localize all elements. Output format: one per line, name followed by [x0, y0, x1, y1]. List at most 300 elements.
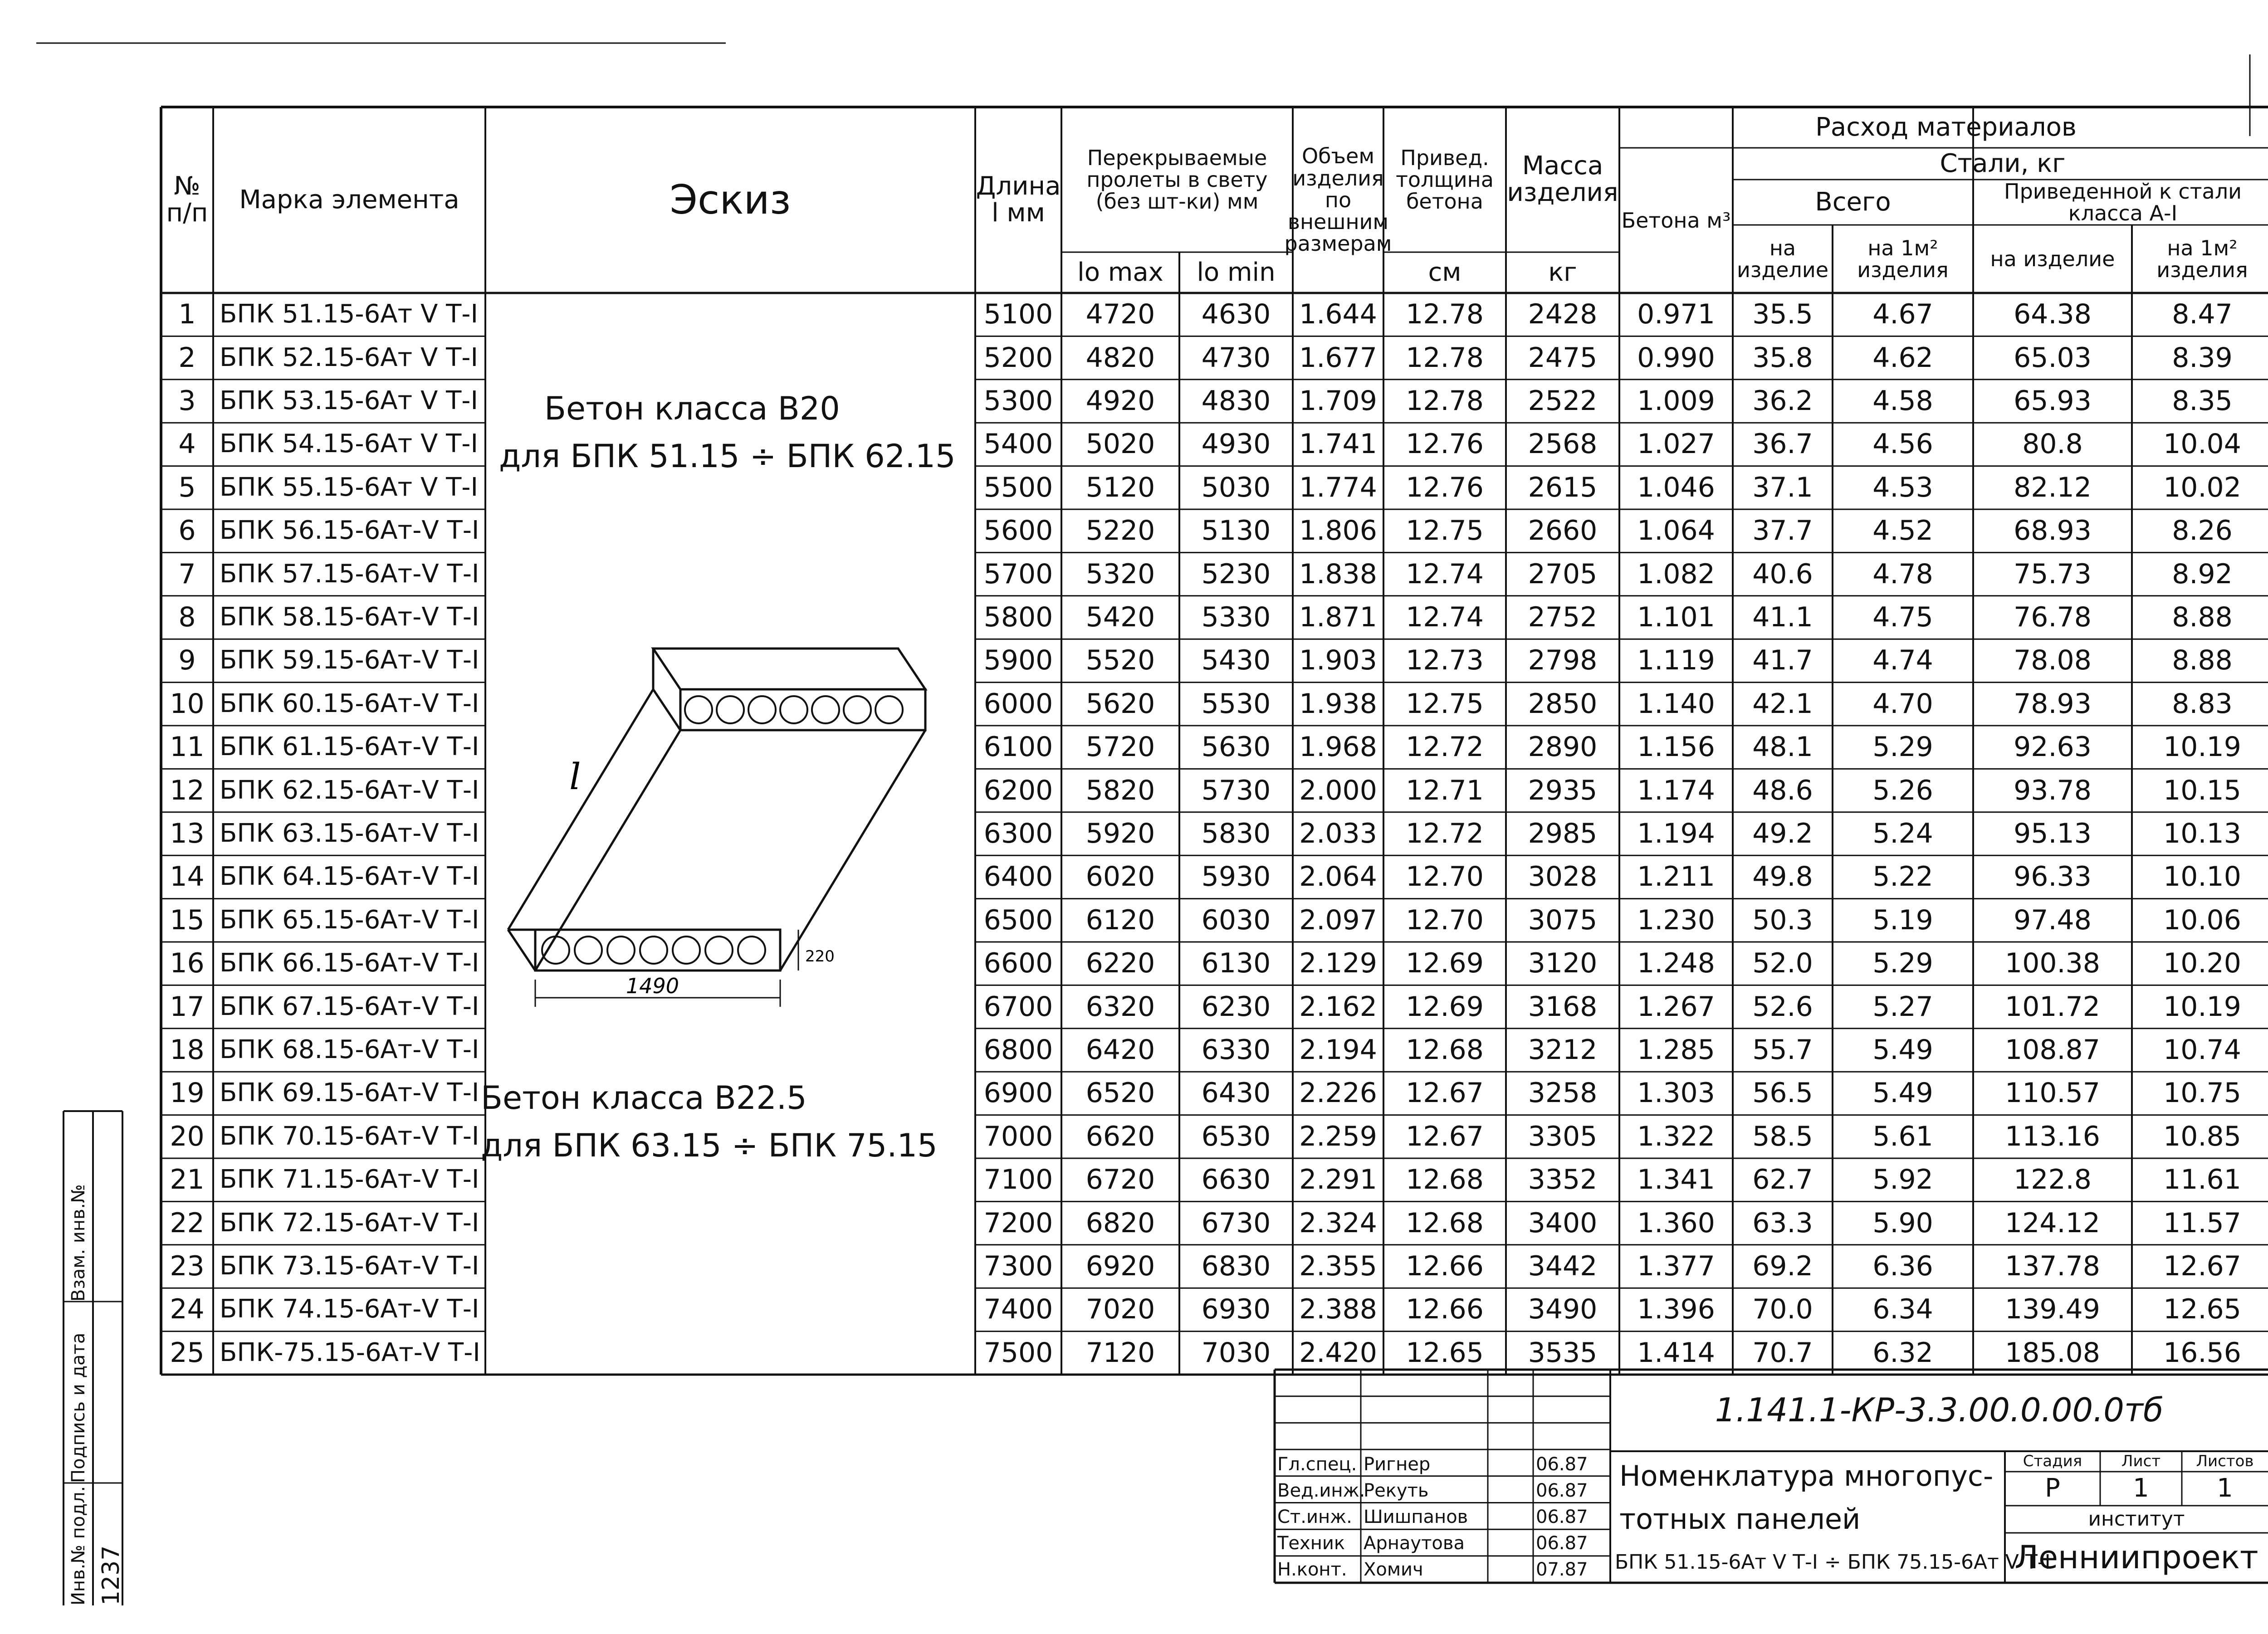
table-cell-rdm: 8.88 [2172, 644, 2233, 677]
concrete-note-1-range: для БПК 51.15 ÷ БПК 62.15 [499, 438, 956, 475]
table-cell-len: 7300 [983, 1250, 1053, 1282]
table-cell-st: 50.3 [1752, 904, 1813, 936]
table-cell-n: 11 [170, 731, 205, 763]
table-cell-th: 12.70 [1406, 904, 1484, 936]
table-cell-lmin: 6630 [1201, 1164, 1271, 1196]
header-mass-unit: кг [1548, 257, 1577, 287]
table-cell-th: 12.75 [1406, 688, 1484, 720]
table-cell-rd: 92.63 [2014, 731, 2092, 763]
table-cell-lmin: 4630 [1201, 298, 1271, 331]
table-cell-st: 56.5 [1752, 1077, 1813, 1109]
table-cell-mass: 2798 [1528, 644, 1598, 677]
table-cell-th: 12.70 [1406, 861, 1484, 893]
table-cell-stm: 5.22 [1872, 861, 1933, 893]
table-cell-stm: 5.24 [1872, 817, 1933, 849]
table-cell-st: 49.8 [1752, 861, 1813, 893]
table-cell-len: 6600 [983, 947, 1053, 980]
table-cell-th: 12.75 [1406, 515, 1484, 547]
table-cell-stm: 4.53 [1872, 471, 1933, 503]
table-cell-lmin: 6330 [1201, 1034, 1271, 1066]
table-cell-stm: 5.92 [1872, 1164, 1933, 1196]
table-cell-conc: 1.027 [1637, 428, 1715, 460]
table-cell-vol: 1.677 [1299, 341, 1377, 374]
table-cell-conc: 1.211 [1637, 861, 1715, 893]
table-cell-n: 14 [170, 861, 205, 893]
table-cell-rdm: 10.15 [2163, 774, 2241, 806]
table-cell-mark: БПК 54.15-6Ат V Т-I [220, 429, 479, 459]
void-circle [748, 696, 776, 723]
table-cell-stm: 5.29 [1872, 947, 1933, 980]
concrete-note-2-range: для БПК 63.15 ÷ БПК 75.15 [481, 1127, 938, 1164]
table-cell-lmax: 6220 [1085, 947, 1155, 980]
table-cell-stm: 5.26 [1872, 774, 1933, 806]
table-cell-mass: 2935 [1528, 774, 1598, 806]
table-cell-th: 12.74 [1406, 558, 1484, 590]
table-cell-st: 52.0 [1752, 947, 1813, 980]
table-cell-mark: БПК 56.15-6Ат-V Т-I [220, 516, 479, 546]
table-cell-rdm: 8.35 [2172, 385, 2233, 417]
table-cell-stm: 4.74 [1872, 644, 1933, 677]
concrete-note-2: Бетон класса В22.5 [481, 1079, 807, 1117]
table-cell-n: 9 [178, 644, 196, 677]
table-cell-lmin: 5230 [1201, 558, 1271, 590]
table-cell-rdm: 8.39 [2172, 341, 2233, 374]
table-cell-stm: 5.19 [1872, 904, 1933, 936]
table-cell-lmax: 5520 [1085, 644, 1155, 677]
signer-date: 06.87 [1536, 1533, 1588, 1554]
table-cell-rdm: 10.10 [2163, 861, 2241, 893]
side-sign-date: Подпись и дата [68, 1332, 89, 1483]
table-cell-mark: БПК 58.15-6Ат-V Т-I [220, 602, 479, 632]
table-cell-mass: 2660 [1528, 515, 1598, 547]
table-cell-th: 12.78 [1406, 341, 1484, 374]
table-cell-vol: 2.291 [1299, 1164, 1377, 1196]
table-cell-mass: 3258 [1528, 1077, 1598, 1109]
table-cell-conc: 1.230 [1637, 904, 1715, 936]
table-cell-st: 36.2 [1752, 385, 1813, 417]
table-cell-st: 62.7 [1752, 1164, 1813, 1196]
signer-name: Ригнер [1364, 1454, 1431, 1475]
header-thickness: Привед. толщина бетона [1396, 145, 1494, 214]
table-cell-th: 12.68 [1406, 1164, 1484, 1196]
table-cell-vol: 1.838 [1299, 558, 1377, 590]
table-cell-st: 37.1 [1752, 471, 1813, 503]
table-cell-lmax: 6420 [1085, 1034, 1155, 1066]
table-cell-lmax: 5620 [1085, 688, 1155, 720]
table-cell-mark: БПК 68.15-6Ат-V Т-I [220, 1035, 479, 1065]
table-cell-rdm: 11.57 [2163, 1207, 2241, 1239]
header-mark: Марка элемента [239, 185, 459, 215]
table-cell-lmax: 6920 [1085, 1250, 1155, 1282]
table-cell-vol: 1.903 [1299, 644, 1377, 677]
table-cell-lmin: 5330 [1201, 601, 1271, 633]
table-cell-lmin: 4830 [1201, 385, 1271, 417]
table-cell-conc: 1.082 [1637, 558, 1715, 590]
table-cell-n: 19 [170, 1077, 205, 1109]
table-cell-vol: 2.064 [1299, 861, 1377, 893]
table-cell-lmax: 5720 [1085, 731, 1155, 763]
table-cell-rd: 95.13 [2014, 817, 2092, 849]
table-cell-st: 40.6 [1752, 558, 1813, 590]
signer-date: 06.87 [1536, 1480, 1588, 1501]
table-cell-n: 5 [178, 471, 196, 503]
table-cell-n: 2 [178, 341, 196, 374]
table-cell-vol: 1.774 [1299, 471, 1377, 503]
table-cell-len: 6900 [983, 1077, 1053, 1109]
table-cell-conc: 1.414 [1637, 1336, 1715, 1369]
side-inv-orig: Инв.№ подл. [68, 1486, 89, 1605]
table-cell-mark: БПК 63.15-6Ат-V Т-I [220, 819, 479, 849]
table-cell-th: 12.68 [1406, 1034, 1484, 1066]
void-circle [607, 937, 635, 964]
table-cell-lmin: 7030 [1201, 1336, 1271, 1369]
void-circle [673, 937, 700, 964]
table-cell-len: 6700 [983, 990, 1053, 1023]
header-steel-per-item: на изделие [1736, 235, 1829, 282]
table-cell-th: 12.72 [1406, 817, 1484, 849]
table-cell-conc: 1.140 [1637, 688, 1715, 720]
table-cell-mass: 3028 [1528, 861, 1598, 893]
side-replace-inv: Взам. инв.№ [68, 1184, 89, 1302]
table-cell-mark: БПК-75.15-6Ат-V Т-I [220, 1337, 480, 1367]
table-cell-stm: 6.32 [1872, 1336, 1933, 1369]
dim-height-label: 220 [805, 947, 835, 966]
table-cell-stm: 6.34 [1872, 1293, 1933, 1326]
header-steel: Стали, кг [1940, 148, 2066, 178]
table-cell-n: 20 [170, 1120, 205, 1152]
table-cell-st: 69.2 [1752, 1250, 1813, 1282]
table-cell-st: 70.0 [1752, 1293, 1813, 1326]
table-cell-mass: 2752 [1528, 601, 1598, 633]
table-cell-mark: БПК 52.15-6Ат V Т-I [220, 342, 479, 372]
panel-sketch [490, 617, 943, 1025]
table-cell-mark: БПК 72.15-6Ат-V Т-I [220, 1208, 479, 1238]
table-cell-st: 70.7 [1752, 1336, 1813, 1369]
void-circle [780, 696, 807, 723]
signer-role: Н.конт. [1277, 1559, 1347, 1580]
doc-title-line3: БПК 51.15-6Ат V Т-I ÷ БПК 75.15-6Ат V Т-I [1615, 1550, 2051, 1574]
table-cell-lmin: 5430 [1201, 644, 1271, 677]
table-cell-len: 6400 [983, 861, 1053, 893]
table-cell-mark: БПК 73.15-6Ат-V Т-I [220, 1251, 479, 1281]
table-cell-lmin: 5130 [1201, 515, 1271, 547]
void-circle [875, 696, 903, 723]
table-cell-rd: 82.12 [2014, 471, 2092, 503]
header-reduced-per-m2: на 1м² изделия [2156, 235, 2248, 282]
table-cell-lmax: 5820 [1085, 774, 1155, 806]
table-cell-st: 52.6 [1752, 990, 1813, 1023]
table-cell-n: 3 [178, 385, 196, 417]
table-cell-n: 8 [178, 601, 196, 633]
table-cell-mass: 2568 [1528, 428, 1598, 460]
table-cell-len: 5200 [983, 341, 1053, 374]
table-cell-lmin: 5030 [1201, 471, 1271, 503]
void-circle [685, 696, 712, 723]
signer-role: Ст.инж. [1277, 1507, 1352, 1527]
table-cell-stm: 4.56 [1872, 428, 1933, 460]
void-circle [738, 937, 765, 964]
table-cell-mark: БПК 62.15-6Ат-V Т-I [220, 775, 479, 805]
table-cell-vol: 1.871 [1299, 601, 1377, 633]
table-cell-rdm: 10.19 [2163, 990, 2241, 1023]
table-cell-stm: 4.52 [1872, 515, 1933, 547]
table-cell-n: 1 [178, 298, 196, 331]
signer-role: Гл.спец. [1277, 1454, 1357, 1475]
table-cell-rdm: 10.04 [2163, 428, 2241, 460]
table-cell-stm: 5.90 [1872, 1207, 1933, 1239]
signer-role: Вед.инж. [1277, 1480, 1365, 1501]
signer-date: 06.87 [1536, 1454, 1588, 1475]
table-cell-mark: БПК 53.15-6Ат V Т-I [220, 386, 479, 416]
signer-date: 06.87 [1536, 1507, 1588, 1527]
table-cell-vol: 2.324 [1299, 1207, 1377, 1239]
signer-name: Хомич [1364, 1559, 1423, 1580]
table-cell-rd: 139.49 [2005, 1293, 2100, 1326]
table-cell-stm: 4.78 [1872, 558, 1933, 590]
table-cell-vol: 1.938 [1299, 688, 1377, 720]
table-cell-th: 12.72 [1406, 731, 1484, 763]
void-circle [812, 696, 839, 723]
table-cell-th: 12.67 [1406, 1077, 1484, 1109]
table-cell-rd: 80.8 [2022, 428, 2083, 460]
table-cell-st: 48.6 [1752, 774, 1813, 806]
table-cell-conc: 0.971 [1637, 298, 1715, 331]
table-cell-lmax: 6320 [1085, 990, 1155, 1023]
table-cell-th: 12.71 [1406, 774, 1484, 806]
table-cell-rd: 101.72 [2005, 990, 2100, 1023]
table-cell-mass: 2615 [1528, 471, 1598, 503]
void-circle [575, 937, 602, 964]
table-cell-rd: 65.03 [2014, 341, 2092, 374]
document-code: 1.141.1-КР-3.3.00.0.00.0тб [1715, 1391, 2164, 1429]
table-cell-n: 16 [170, 947, 205, 980]
table-cell-lmin: 5530 [1201, 688, 1271, 720]
table-cell-th: 12.78 [1406, 385, 1484, 417]
header-num: № п/п [166, 171, 208, 228]
table-cell-rdm: 8.88 [2172, 601, 2233, 633]
table-cell-rdm: 10.75 [2163, 1077, 2241, 1109]
table-cell-stm: 4.58 [1872, 385, 1933, 417]
table-cell-st: 42.1 [1752, 688, 1813, 720]
table-cell-n: 17 [170, 990, 205, 1023]
table-cell-rdm: 8.92 [2172, 558, 2233, 590]
table-cell-rd: 100.38 [2005, 947, 2100, 980]
table-cell-rd: 110.57 [2005, 1077, 2100, 1109]
table-cell-th: 12.74 [1406, 601, 1484, 633]
table-cell-rdm: 16.56 [2163, 1336, 2241, 1369]
signer-name: Шишпанов [1364, 1507, 1468, 1527]
table-cell-vol: 2.259 [1299, 1120, 1377, 1152]
table-cell-rdm: 11.61 [2163, 1164, 2241, 1196]
table-cell-rd: 137.78 [2005, 1250, 2100, 1282]
table-cell-th: 12.67 [1406, 1120, 1484, 1152]
table-cell-lmin: 6030 [1201, 904, 1271, 936]
table-cell-mark: БПК 64.15-6Ат-V Т-I [220, 862, 479, 892]
table-cell-mass: 3305 [1528, 1120, 1598, 1152]
void-circle [844, 696, 871, 723]
table-cell-n: 24 [170, 1293, 205, 1326]
table-cell-rd: 185.08 [2005, 1336, 2100, 1369]
header-length: Длина l мм [976, 171, 1061, 228]
table-cell-rdm: 8.26 [2172, 515, 2233, 547]
table-cell-lmin: 6230 [1201, 990, 1271, 1023]
table-cell-st: 55.7 [1752, 1034, 1813, 1066]
table-cell-lmin: 6130 [1201, 947, 1271, 980]
header-volume: Объем изделия по внешним размерам [1284, 144, 1392, 256]
void-circle [542, 937, 569, 964]
table-cell-lmax: 4920 [1085, 385, 1155, 417]
table-cell-mark: БПК 69.15-6Ат-V Т-I [220, 1078, 479, 1108]
table-cell-rd: 113.16 [2005, 1120, 2100, 1152]
table-cell-n: 13 [170, 817, 205, 849]
table-cell-rd: 68.93 [2014, 515, 2092, 547]
table-cell-len: 7000 [983, 1120, 1053, 1152]
table-cell-conc: 1.194 [1637, 817, 1715, 849]
table-cell-mark: БПК 74.15-6Ат-V Т-I [220, 1294, 479, 1324]
table-cell-stm: 6.36 [1872, 1250, 1933, 1282]
table-cell-vol: 1.741 [1299, 428, 1377, 460]
table-cell-vol: 1.806 [1299, 515, 1377, 547]
table-cell-stm: 5.49 [1872, 1077, 1933, 1109]
table-cell-mark: БПК 55.15-6Ат V Т-I [220, 472, 479, 502]
table-cell-mark: БПК 66.15-6Ат-V Т-I [220, 948, 479, 978]
table-cell-rdm: 8.47 [2172, 298, 2233, 331]
sheet-label: Лист [2121, 1452, 2161, 1470]
table-cell-conc: 1.156 [1637, 731, 1715, 763]
void-circle [717, 696, 744, 723]
table-cell-len: 6500 [983, 904, 1053, 936]
dim-width-label: 1490 [626, 974, 679, 998]
signer-role: Техник [1277, 1533, 1345, 1554]
table-cell-len: 7100 [983, 1164, 1053, 1196]
table-cell-mass: 2705 [1528, 558, 1598, 590]
table-cell-conc: 1.303 [1637, 1077, 1715, 1109]
header-mass: Масса изделия [1507, 151, 1618, 207]
concrete-note-1: Бетон класса В20 [544, 390, 840, 427]
table-cell-len: 5400 [983, 428, 1053, 460]
table-cell-conc: 1.009 [1637, 385, 1715, 417]
table-cell-vol: 2.033 [1299, 817, 1377, 849]
table-cell-lmin: 4930 [1201, 428, 1271, 460]
signer-name: Арнаутова [1364, 1533, 1465, 1554]
table-cell-th: 12.78 [1406, 298, 1484, 331]
void-circle [640, 937, 667, 964]
table-cell-lmax: 7120 [1085, 1336, 1155, 1369]
table-cell-rd: 75.73 [2014, 558, 2092, 590]
table-cell-len: 5300 [983, 385, 1053, 417]
table-cell-lmin: 6430 [1201, 1077, 1271, 1109]
table-cell-lmax: 6720 [1085, 1164, 1155, 1196]
table-cell-mass: 2428 [1528, 298, 1598, 331]
table-cell-len: 7200 [983, 1207, 1053, 1239]
table-cell-mark: БПК 61.15-6Ат-V Т-I [220, 732, 479, 762]
table-cell-mass: 3442 [1528, 1250, 1598, 1282]
table-cell-rdm: 10.85 [2163, 1120, 2241, 1152]
table-cell-mark: БПК 51.15-6Ат V Т-I [220, 299, 479, 329]
table-cell-conc: 1.046 [1637, 471, 1715, 503]
table-cell-conc: 0.990 [1637, 341, 1715, 374]
table-cell-lmax: 5320 [1085, 558, 1155, 590]
table-cell-len: 5800 [983, 601, 1053, 633]
table-cell-rd: 65.93 [2014, 385, 2092, 417]
header-steel-total: Всего [1815, 187, 1891, 217]
table-cell-th: 12.69 [1406, 947, 1484, 980]
table-cell-rd: 124.12 [2005, 1207, 2100, 1239]
table-cell-lmax: 4720 [1085, 298, 1155, 331]
table-cell-mark: БПК 60.15-6Ат-V Т-I [220, 688, 479, 718]
table-cell-vol: 2.355 [1299, 1250, 1377, 1282]
table-cell-len: 5100 [983, 298, 1053, 331]
table-cell-rd: 96.33 [2014, 861, 2092, 893]
table-cell-lmax: 5120 [1085, 471, 1155, 503]
table-cell-lmax: 4820 [1085, 341, 1155, 374]
table-cell-stm: 5.49 [1872, 1034, 1933, 1066]
table-cell-n: 25 [170, 1336, 205, 1369]
table-cell-conc: 1.285 [1637, 1034, 1715, 1066]
table-cell-vol: 1.709 [1299, 385, 1377, 417]
table-cell-st: 35.8 [1752, 341, 1813, 374]
table-cell-len: 7500 [983, 1336, 1053, 1369]
table-cell-st: 37.7 [1752, 515, 1813, 547]
table-cell-th: 12.65 [1406, 1336, 1484, 1369]
table-cell-len: 6800 [983, 1034, 1053, 1066]
table-cell-mark: БПК 59.15-6Ат-V Т-I [220, 645, 479, 675]
table-cell-mass: 2475 [1528, 341, 1598, 374]
table-cell-st: 48.1 [1752, 731, 1813, 763]
table-cell-th: 12.66 [1406, 1250, 1484, 1282]
table-cell-lmax: 6020 [1085, 861, 1155, 893]
sheets-label: Листов [2196, 1452, 2254, 1470]
table-cell-rdm: 10.19 [2163, 731, 2241, 763]
table-cell-vol: 2.000 [1299, 774, 1377, 806]
header-lo-min: lo min [1197, 257, 1276, 287]
table-cell-len: 6200 [983, 774, 1053, 806]
table-cell-vol: 2.097 [1299, 904, 1377, 936]
table-cell-mark: БПК 67.15-6Ат-V Т-I [220, 991, 479, 1021]
table-cell-n: 12 [170, 774, 205, 806]
table-cell-vol: 2.388 [1299, 1293, 1377, 1326]
table-cell-mark: БПК 70.15-6Ат-V Т-I [220, 1121, 479, 1151]
table-cell-st: 41.1 [1752, 601, 1813, 633]
table-cell-mass: 3535 [1528, 1336, 1598, 1369]
table-cell-conc: 1.267 [1637, 990, 1715, 1023]
table-cell-vol: 2.420 [1299, 1336, 1377, 1369]
institute-label: институт [2088, 1507, 2185, 1531]
stage-value: Р [2045, 1473, 2060, 1503]
table-cell-stm: 4.75 [1872, 601, 1933, 633]
table-cell-lmin: 5830 [1201, 817, 1271, 849]
table-cell-th: 12.66 [1406, 1293, 1484, 1326]
doc-title-line1: Номенклатура многопус- [1619, 1459, 1994, 1493]
table-cell-n: 4 [178, 428, 196, 460]
table-cell-rdm: 10.74 [2163, 1034, 2241, 1066]
table-cell-len: 5600 [983, 515, 1053, 547]
table-cell-n: 7 [178, 558, 196, 590]
table-cell-st: 35.5 [1752, 298, 1813, 331]
header-materials: Расход материалов [1815, 112, 2077, 142]
table-cell-st: 36.7 [1752, 428, 1813, 460]
institute-name: Ленниипроект [2014, 1539, 2258, 1576]
table-cell-stm: 5.29 [1872, 731, 1933, 763]
table-cell-st: 49.2 [1752, 817, 1813, 849]
table-cell-lmin: 6730 [1201, 1207, 1271, 1239]
table-cell-conc: 1.396 [1637, 1293, 1715, 1326]
table-cell-rd: 93.78 [2014, 774, 2092, 806]
table-cell-vol: 1.644 [1299, 298, 1377, 331]
table-cell-vol: 2.162 [1299, 990, 1377, 1023]
header-concrete: Бетона м³ [1621, 208, 1731, 233]
table-cell-lmax: 5020 [1085, 428, 1155, 460]
